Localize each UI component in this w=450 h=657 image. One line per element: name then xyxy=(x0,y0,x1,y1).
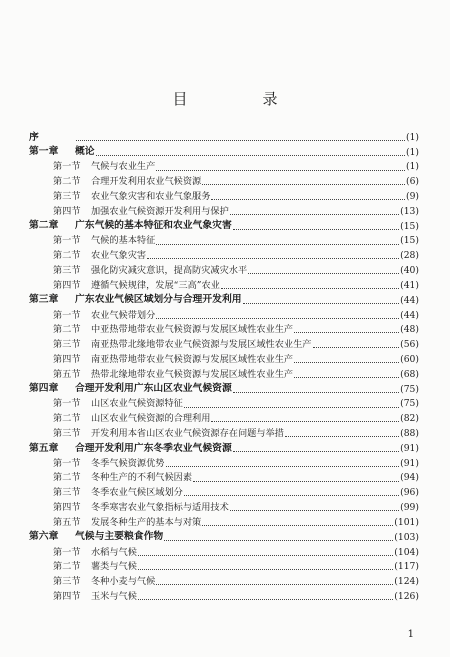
toc-entry-title: 广东农业气候区域划分与合理开发利用 xyxy=(75,294,242,306)
toc-entry-label: 第二章 xyxy=(29,220,59,232)
table-of-contents xyxy=(29,130,419,604)
toc-section-row xyxy=(29,160,419,175)
toc-entry-title: 开发利用本省山区农业气候资源存在问题与举措 xyxy=(91,428,284,440)
toc-entry-page: (44) xyxy=(400,309,419,321)
toc-entry-label: 第二节 xyxy=(53,324,81,336)
toc-entry-page: (15) xyxy=(400,235,419,247)
toc-section-row xyxy=(29,308,419,323)
toc-leader-dots xyxy=(138,569,393,570)
toc-entry-label: 第一节 xyxy=(53,398,81,410)
toc-leader-dots xyxy=(211,421,399,422)
toc-entry-label: 第一章 xyxy=(29,146,59,158)
toc-section-row xyxy=(29,589,419,604)
toc-entry-title: 广东气候的基本特征和农业气象灾害 xyxy=(75,220,232,232)
toc-entry-page: (56) xyxy=(400,339,419,351)
toc-entry-label: 第三章 xyxy=(29,294,59,306)
toc-chapter-row xyxy=(29,382,419,397)
toc-leader-dots xyxy=(230,510,399,511)
toc-leader-dots xyxy=(76,140,405,141)
toc-entry-page: (101) xyxy=(394,516,419,528)
toc-entry-page: (1) xyxy=(405,146,419,158)
toc-entry-label: 第四节 xyxy=(53,205,81,217)
toc-section-row xyxy=(29,515,419,530)
toc-entry-title: 山区农业气候资源特征 xyxy=(91,398,183,410)
toc-entry-title: 发展冬种生产的基本与对策 xyxy=(91,516,202,528)
toc-leader-dots xyxy=(221,288,399,289)
toc-entry-label: 第三节 xyxy=(53,487,81,499)
toc-entry-page: (126) xyxy=(394,590,419,602)
toc-section-row xyxy=(29,397,419,412)
toc-entry-title: 冬种生产的不利气候因素 xyxy=(91,472,193,484)
toc-entry-title: 热带北缘地带农业气候资源与发展区域性农业生产 xyxy=(91,368,294,380)
toc-entry-title: 合理开发利用农业气候资源 xyxy=(91,176,202,188)
toc-entry-page: (117) xyxy=(394,561,419,573)
toc-chapter-row xyxy=(29,441,419,456)
toc-section-row xyxy=(29,174,419,189)
page-number: 1 xyxy=(407,629,414,640)
toc-entry-label: 第三节 xyxy=(53,191,81,203)
toc-entry-label: 第一节 xyxy=(53,309,81,321)
toc-chapter-row xyxy=(29,145,419,160)
toc-entry-label: 第四节 xyxy=(53,590,81,602)
toc-entry-title: 冬种小麦与气候 xyxy=(91,576,156,588)
toc-section-row xyxy=(29,352,419,367)
toc-entry-label: 第二节 xyxy=(53,561,81,573)
toc-entry-title: 冬季农业气候区域划分 xyxy=(91,487,183,499)
toc-section-row xyxy=(29,486,419,501)
toc-section-row xyxy=(29,337,419,352)
toc-leader-dots xyxy=(156,170,405,171)
toc-entry-label: 第二节 xyxy=(53,472,81,484)
toc-entry-page: (75) xyxy=(400,383,419,395)
toc-entry-label: 序 xyxy=(29,131,39,143)
toc-section-row xyxy=(29,471,419,486)
toc-entry-title: 南亚热带地带农业气候资源与发展区域性农业生产 xyxy=(91,353,294,365)
toc-section-row xyxy=(29,204,419,219)
toc-leader-dots xyxy=(233,392,399,393)
toc-entry-label: 第三节 xyxy=(53,576,81,588)
toc-entry-title: 冬季气候资源优势 xyxy=(91,457,165,469)
toc-leader-dots xyxy=(294,332,399,333)
toc-entry-title: 农业气象灾害 xyxy=(91,250,147,262)
toc-entry-page: (28) xyxy=(400,250,419,262)
toc-entry-page: (40) xyxy=(400,265,419,277)
toc-leader-dots xyxy=(166,466,400,467)
toc-entry-page: (68) xyxy=(400,368,419,380)
toc-entry-title: 山区农业气候资源的合理利用 xyxy=(91,413,211,425)
toc-entry-title: 薯类与气候 xyxy=(91,561,137,573)
toc-entry-page: (60) xyxy=(400,353,419,365)
toc-entry-page: (94) xyxy=(400,472,419,484)
toc-entry-label: 第三节 xyxy=(53,265,81,277)
toc-entry-title: 农业气候带划分 xyxy=(91,309,156,321)
toc-entry-page: (124) xyxy=(394,576,419,588)
page-title: 目 录 xyxy=(172,90,308,108)
toc-entry-title: 强化防灾减灾意识，提高防灾减灾水平 xyxy=(91,265,248,277)
toc-entry-title: 农业气象灾害和农业气象服务 xyxy=(91,191,211,203)
toc-entry-page: (6) xyxy=(405,176,419,188)
toc-section-row xyxy=(29,545,419,560)
toc-entry-title: 气候与农业生产 xyxy=(91,161,156,173)
toc-leader-dots xyxy=(202,184,405,185)
toc-leader-dots xyxy=(138,555,393,556)
toc-leader-dots xyxy=(156,244,399,245)
toc-entry-page: (91) xyxy=(400,442,419,454)
toc-leader-dots xyxy=(147,258,399,259)
toc-leader-dots xyxy=(248,273,399,274)
toc-leader-dots xyxy=(285,436,399,437)
toc-entry-label: 第三节 xyxy=(53,339,81,351)
toc-entry-title: 合理开发利用广东山区农业气候资源 xyxy=(75,383,232,395)
toc-entry-label: 第二节 xyxy=(53,176,81,188)
toc-entry-page: (99) xyxy=(400,502,419,514)
toc-section-row xyxy=(29,263,419,278)
toc-entry-title: 水稻与气候 xyxy=(91,546,137,558)
toc-entry-page: (48) xyxy=(400,324,419,336)
toc-entry-label: 第一节 xyxy=(53,457,81,469)
toc-leader-dots xyxy=(193,481,399,482)
toc-entry-label: 第二节 xyxy=(53,413,81,425)
toc-leader-dots xyxy=(313,347,400,348)
toc-leader-dots xyxy=(138,599,393,600)
toc-entry-label: 第五章 xyxy=(29,442,59,454)
toc-section-row xyxy=(29,278,419,293)
toc-leader-dots xyxy=(156,318,399,319)
toc-entry-page: (15) xyxy=(400,220,419,232)
toc-entry-title: 合理开发利用广东冬季农业气候资源 xyxy=(75,442,232,454)
toc-section-row xyxy=(29,456,419,471)
toc-entry-page: (88) xyxy=(400,428,419,440)
toc-leader-dots xyxy=(184,495,399,496)
toc-chapter-row xyxy=(29,219,419,234)
toc-entry-page: (104) xyxy=(394,546,419,558)
toc-chapter-row xyxy=(29,530,419,545)
toc-section-row xyxy=(29,560,419,575)
toc-section-row xyxy=(29,234,419,249)
toc-entry-label: 第五节 xyxy=(53,516,81,528)
toc-entry-page: (103) xyxy=(394,531,419,543)
toc-entry-title: 冬季寒害农业气象指标与适用技术 xyxy=(91,502,229,514)
toc-section-row xyxy=(29,574,419,589)
toc-entry-label: 第一节 xyxy=(53,546,81,558)
toc-entry-label: 第一节 xyxy=(53,235,81,247)
toc-leader-dots xyxy=(164,540,393,541)
toc-entry-title: 加强农业气候资源开发利用与保护 xyxy=(91,205,229,217)
toc-leader-dots xyxy=(294,362,399,363)
toc-entry-label: 第四节 xyxy=(53,279,81,291)
toc-leader-dots xyxy=(233,451,399,452)
toc-leader-dots xyxy=(184,407,399,408)
toc-section-row xyxy=(29,367,419,382)
toc-entry-label: 第三节 xyxy=(53,428,81,440)
toc-section-row xyxy=(29,411,419,426)
toc-entry-page: (13) xyxy=(400,205,419,217)
toc-section-row xyxy=(29,249,419,264)
toc-entry-label: 第四节 xyxy=(53,502,81,514)
toc-entry-label: 第一节 xyxy=(53,161,81,173)
toc-entry-page: (1) xyxy=(405,161,419,173)
toc-chapter-row xyxy=(29,130,419,145)
toc-leader-dots xyxy=(96,155,405,156)
toc-chapter-row xyxy=(29,293,419,308)
toc-entry-page: (44) xyxy=(400,294,419,306)
toc-entry-page: (75) xyxy=(400,398,419,410)
toc-entry-title: 气候的基本特征 xyxy=(91,235,156,247)
toc-section-row xyxy=(29,426,419,441)
toc-entry-label: 第四节 xyxy=(53,353,81,365)
toc-entry-title: 玉米与气候 xyxy=(91,590,137,602)
toc-entry-page: (1) xyxy=(405,131,419,143)
toc-leader-dots xyxy=(233,229,399,230)
toc-leader-dots xyxy=(294,377,399,378)
toc-entry-label: 第五节 xyxy=(53,368,81,380)
toc-section-row xyxy=(29,189,419,204)
toc-entry-label: 第二节 xyxy=(53,250,81,262)
toc-entry-page: (9) xyxy=(405,191,419,203)
toc-entry-label: 第六章 xyxy=(29,531,59,543)
toc-entry-page: (96) xyxy=(400,487,419,499)
toc-entry-title: 遵循气候规律，发展“三高”农业 xyxy=(91,279,220,291)
toc-leader-dots xyxy=(243,303,400,304)
toc-leader-dots xyxy=(156,584,393,585)
toc-leader-dots xyxy=(230,214,399,215)
toc-entry-title: 南亚热带北缘地带农业气候资源与发展区域性农业生产 xyxy=(91,339,312,351)
toc-section-row xyxy=(29,500,419,515)
toc-entry-page: (41) xyxy=(400,279,419,291)
toc-entry-page: (82) xyxy=(400,413,419,425)
toc-section-row xyxy=(29,323,419,338)
toc-leader-dots xyxy=(211,199,405,200)
toc-entry-label: 第四章 xyxy=(29,383,59,395)
toc-leader-dots xyxy=(202,525,393,526)
toc-entry-title: 气候与主要粮食作物 xyxy=(75,531,164,543)
toc-entry-page: (91) xyxy=(400,457,419,469)
toc-entry-title: 中亚热带地带农业气候资源与发展区域性农业生产 xyxy=(91,324,294,336)
toc-entry-title: 概论 xyxy=(75,146,95,158)
